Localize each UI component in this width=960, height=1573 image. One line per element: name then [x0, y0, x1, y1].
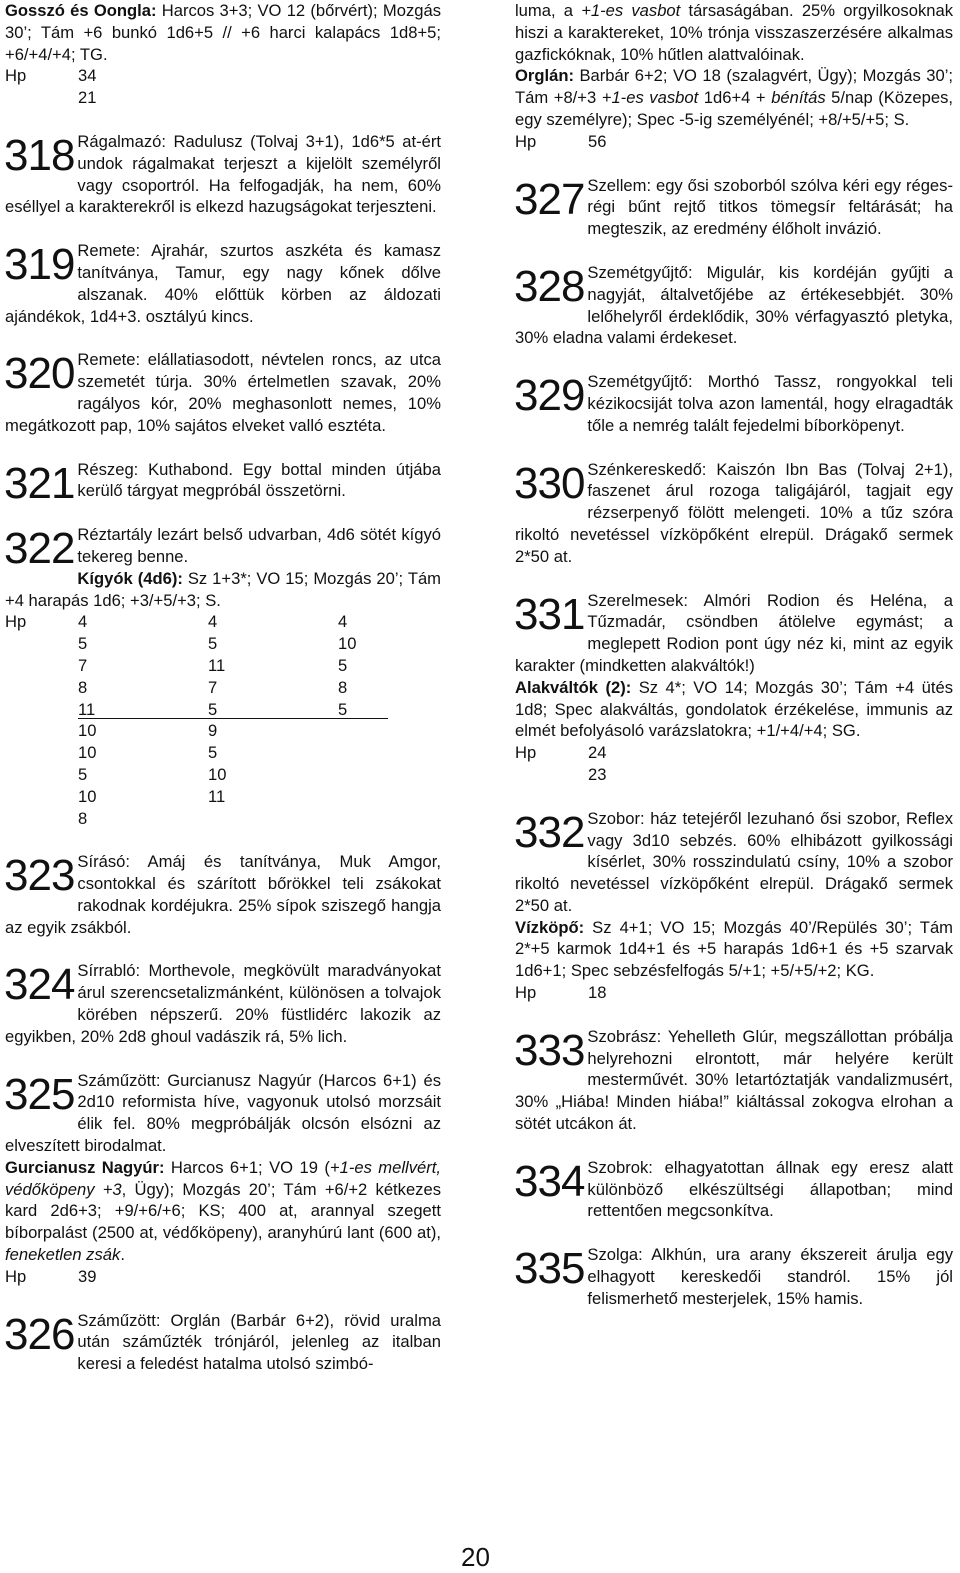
hp-label [5, 633, 78, 655]
hp-line [515, 742, 953, 764]
stat-item: +1-es vasbot [601, 88, 699, 108]
entry-text: Réztartály lezárt belső udvarban, 4d6 sötét kígyó tekereg benne. [77, 525, 441, 566]
entry-text: Sírrabló: Morthevole, megkövült maradványokat árul szerencsetalizmánként, különösen a tolvajok körében népszerű. 20% füstlidérc lakozik az egyikben, 20% 2d8 ghoul vadászik rá, 5% lich. [5, 961, 441, 1046]
hp-label [5, 677, 78, 699]
hp-value: 8 [78, 677, 88, 697]
entry-text: Szobrász: Yehelleth Glúr, megszállottan próbálja helyrehozni elrontott, már helyére került mesterművét. 30% letartóztatják vandalizmusért, 30% „Hiába! Minden hiába!” kiáltással zokogva elrohan a sötét utcákon át. [515, 1026, 953, 1134]
hp-value: 8 [338, 677, 348, 697]
hp-value: 34 [78, 66, 97, 86]
stat-item: +1-es vasbot [581, 1, 681, 20]
hp-value [338, 808, 398, 830]
hp-value: 11 [208, 655, 226, 675]
entry-number: 327 [514, 174, 585, 224]
entry-text: Szellem: egy ősi szoborból szólva kéri egy réges-régi bűnt rejtő titkos tömegsír feltárását; ha megteszik, az eredmény élőholt invázió. [587, 175, 953, 239]
hp-label [5, 699, 78, 721]
hp-line [515, 131, 953, 153]
entry-335 [515, 1244, 953, 1309]
hp-value: 11 [208, 786, 226, 806]
entry-text: Száműzött: Gurcianusz Nagyúr (Harcos 6+1) és 2d10 reformista híve, vagyonuk utolsó morzsáit élik fel. 80% megpróbálják olcsón elsózni az elveszített birodalmat. [5, 1070, 441, 1156]
hp-value: 23 [588, 764, 607, 784]
hp-label: Hp [5, 1266, 27, 1286]
entry-number: 328 [514, 261, 585, 311]
entry-number: 332 [514, 807, 585, 857]
entry-number: 331 [514, 589, 585, 639]
hp-value: 5 [78, 764, 88, 784]
entry-number: 322 [4, 524, 75, 574]
entry-331 [515, 590, 953, 786]
stat-block [515, 917, 953, 982]
hp-table-row [5, 720, 441, 742]
entry-text: Száműzött: Orglán (Barbár 6+2), rövid uralma után száműzték trónjáról, jelenleg az italban keresi a feledést hatalma utolsó szimbó- [77, 1310, 441, 1374]
stat-name: Gurcianusz Nagyúr: [5, 1157, 165, 1177]
hp-value: 24 [588, 743, 607, 763]
stat-text: Harcos 6+1; VO 19 ( [164, 1157, 330, 1177]
entry-text: Sírásó: Amáj és tanítványa, Muk Amgor, csontokkal és szárított bőrökkel teli zsákokat rakodnak kordéjukra. 25% sípok sziszegő hangja az egyik zsákból. [5, 852, 441, 937]
entry-number: 320 [4, 349, 75, 399]
stat-text: . [120, 1245, 125, 1265]
entry-text: Szobrok: elhagyatottan állnak egy eresz alatt különböző elkészültségi állapotban; mind rettentően megcsonkítva. [587, 1157, 953, 1221]
entry-number: 324 [4, 960, 75, 1010]
text-run: társaságában. 25% orgyilkosoknak hiszi a karaktereket, 10% trónja visszaszerzésére alkalmas gazfickóknak, 10% hűtlen alattvalóinak. [515, 1, 953, 64]
stat-block [5, 1157, 441, 1266]
hp-value: 4 [208, 612, 218, 632]
hp-value: 5 [208, 699, 218, 719]
stat-block [5, 568, 441, 612]
entry-333 [515, 1026, 953, 1135]
hp-value: 4 [338, 612, 348, 632]
hp-line [5, 1266, 441, 1288]
hp-value: 7 [208, 677, 218, 697]
entry-324 [5, 960, 441, 1047]
entry-328 [515, 262, 953, 349]
hp-table-underline [78, 718, 388, 719]
hp-table-row [5, 633, 441, 655]
hp-table-row [5, 808, 441, 830]
text-run: luma, a [515, 1, 582, 20]
entry-text: Szolga: Alkhún, ura arany ékszereit árulja egy elhagyott kereskedői standról. 15% jól felismerhető mesterjelek, 15% hamis. [587, 1245, 953, 1308]
entry-text: Remete: elállatiasodott, névtelen roncs, az utca szemetét túrja. 30% értelmetlen szavak, 20% ragályos kór, 20% meghasonlott nemes, 10% megátkozott pap, 10% sajátos elveket valló esztéta. [5, 350, 441, 435]
hp-value: 5 [78, 634, 88, 654]
entry-319 [5, 240, 441, 327]
hp-label: Hp [515, 983, 537, 1003]
entry-number: 323 [4, 851, 75, 901]
entry-number: 333 [514, 1025, 585, 1075]
hp-value [338, 742, 398, 764]
entry-number: 318 [4, 130, 75, 180]
hp-line [515, 764, 953, 786]
entry-text: Részeg: Kuthabond. Egy bottal minden útjába kerülő tárgyat megpróbál összetörni. [77, 459, 441, 501]
entry-329 [515, 371, 953, 436]
stat-text: Sz 4*; VO 14; Mozgás 30’; Tám +4 ütés 1d8; Spec alakváltás, gondolatok érzékelése, immunis az elmét befolyásoló varázslatokra; +1/+4/+4; SG. [515, 677, 953, 741]
hp-label [5, 786, 78, 808]
stat-block [515, 65, 953, 130]
hp-value: 10 [338, 634, 357, 654]
entry-number: 329 [514, 371, 585, 421]
hp-value: 5 [208, 634, 218, 654]
hp-label [5, 655, 78, 677]
stat-text: Harcos 3+3; VO 12 (bőrvért); Mozgás 30’; Tám +6 bunkó 1d6+5 // +6 harci kalapács 1d8+5; +6/+4/+4; TG. [5, 1, 441, 64]
entry-number: 330 [514, 458, 585, 508]
stat-text: 1d6+4 + [698, 88, 772, 108]
entry-number: 334 [514, 1156, 585, 1206]
entry-text: Szénkereskedő: Kaiszón Ibn Bas (Tolvaj 2+1), faszenet árul rozoga taligájáról, tagjait egy rézserpenyő fölött melengeti. 10% a tűz szóra rikoltó nevetéssel vízköpőként elrepül. Drágakő sermek 2*50 at. [515, 459, 953, 566]
hp-value [338, 720, 398, 742]
page-number: 20 [461, 1542, 490, 1572]
hp-label: Hp [5, 612, 27, 632]
entry-322 [5, 524, 441, 829]
hp-label: Hp [515, 131, 537, 151]
stat-item: +1-es mellvért, védőköpeny +3 [5, 1157, 441, 1199]
hp-value: 56 [588, 131, 607, 151]
hp-table-row [5, 699, 441, 721]
entry-number: 325 [4, 1069, 75, 1119]
right-column [515, 0, 953, 1310]
hp-table-row [5, 786, 441, 808]
entry-text: Szemétgyűjtő: Morthó Tassz, rongyokkal teli kézikocsiját tolva azon lamentál, hogy elragadták tőle a nemrég talált fejedelmi bíborköpenyt. [587, 372, 953, 435]
hp-table-row [5, 677, 441, 699]
stat-name: Kígyók (4d6): [77, 568, 183, 588]
hp-label: Hp [5, 66, 27, 86]
entry-325 [5, 1070, 441, 1288]
stat-text: 5/nap (Közepes, egy személyre); Spec -5-ig személyénél; +8/+5/+5; S. [515, 88, 953, 129]
stat-item: feneketlen zsák [5, 1245, 121, 1265]
stat-name: Alakváltók (2): [515, 677, 632, 697]
entry-326 [5, 1310, 441, 1375]
hp-value: 18 [588, 983, 607, 1003]
stat-name: Gosszó és Oongla: [5, 1, 157, 20]
hp-value: 5 [338, 699, 348, 719]
hp-value: 10 [78, 721, 97, 741]
entry-text: Remete: Ajrahár, szurtos aszkéta és kamasz tanítványa, Tamur, egy nagy kőnek dőlve alszanak. 40% előttük körben az áldozati ajándékok, 1d4+3. osztályú kincs. [5, 241, 441, 326]
hp-label [5, 720, 78, 742]
hp-table [5, 611, 441, 829]
hp-value: 8 [78, 808, 88, 828]
entry-text: Szobor: ház tetejéről lezuhanó ősi szobor, Reflex vagy 3d10 sebzés. 60% elhibázott gyilkossági kísérlet, 30% rosszindulatú csíny, 10% a szobor rikoltó nevetéssel vízköpőként elrepül. Drágakő sermek 2*50 at. [515, 808, 953, 915]
entry-number: 321 [4, 458, 75, 508]
stat-block [515, 677, 953, 742]
hp-value: 10 [208, 764, 227, 784]
hp-table-row [5, 655, 441, 677]
hp-value: 5 [338, 655, 348, 675]
entry-330 [515, 459, 953, 568]
hp-label: Hp [515, 743, 537, 763]
stat-text: Sz 4+1; VO 15; Mozgás 40’/Repülés 30’; Tám 2*+5 karmok 1d4+1 és +5 harapás 1d6+1 és +5 szarvak 1d6+1; Spec sebzésfelfogás 5/+1; +5/+5/+2; KG. [515, 917, 953, 981]
hp-line [5, 87, 441, 109]
entry-text: Szemétgyűjtő: Migulár, kis kordéján gyűjti a nagyját, általvetőjébe az értékesebbjét. 30% lelőhelyről érdeklődik, 30% vérfagyasztó pletyka, 30% eladna valami érdekeset. [515, 262, 953, 348]
entry-number: 326 [4, 1309, 75, 1359]
hp-value: 5 [208, 743, 218, 763]
stat-item: bénítás [771, 88, 826, 108]
hp-line [5, 65, 441, 87]
entry-text: Rágalmazó: Radulusz (Tolvaj 3+1), 1d6*5 at-ért undok rágalmakat terjeszt a kijelölt személyről vagy csoportról. Ha felfogadják, ha nem, 60% eséllyel a karakterekről is elkezd hazugságokat terjeszteni. [5, 131, 441, 217]
entry-334 [515, 1157, 953, 1222]
hp-value: 39 [78, 1266, 97, 1286]
entry-number: 319 [4, 240, 75, 290]
hp-table-row [5, 611, 441, 633]
entry-327 [515, 175, 953, 240]
hp-line [515, 982, 953, 1004]
entry-332 [515, 808, 953, 1004]
entry-318 [5, 131, 441, 218]
hp-value: 10 [78, 786, 97, 806]
hp-value [208, 808, 338, 830]
hp-table-row [5, 742, 441, 764]
hp-label [5, 764, 78, 786]
hp-label [5, 808, 78, 830]
entry-323 [5, 851, 441, 938]
entry-text: Szerelmesek: Almóri Rodion és Heléna, a Tűzmadár, csöndben átölelve egymást; a meglepett Rodion pont úgy néz ki, mint az egyik karakter (mindketten alakváltók!) [515, 590, 953, 675]
hp-table-row [5, 764, 441, 786]
left-column [5, 0, 441, 1375]
stat-name: Vízköpő: [515, 917, 585, 937]
hp-value: 7 [78, 655, 88, 675]
intro-stat-block [5, 0, 441, 65]
stat-text: Barbár 6+2; VO 18 (szalagvért, Ügy); Mozgás 30’; Tám +8/+3 [515, 66, 953, 108]
stat-text: , Ügy); Mozgás 20’; Tám +6/+2 kétkezes kard 2d6+3; +9/+6/+6; KS; 400 at, arannyal szegett bíborpalást (2500 at, védőköpeny), aranyhúrú lant (600 at), [5, 1179, 441, 1243]
hp-value [338, 764, 398, 786]
entry-321 [4, 458, 441, 508]
hp-value [338, 786, 398, 808]
entry-number: 335 [514, 1244, 585, 1294]
entry-320 [5, 349, 441, 436]
continued-text [515, 0, 953, 65]
hp-value: 10 [78, 743, 97, 763]
hp-label [5, 742, 78, 764]
hp-value: 9 [208, 721, 218, 741]
stat-name: Orglán: [515, 66, 575, 86]
stat-text: Sz 1+3*; VO 15; Mozgás 20’; Tám +4 harapás 1d6; +3/+5/+3; S. [5, 568, 442, 610]
hp-value: 11 [78, 699, 96, 719]
hp-value: 4 [78, 612, 88, 632]
hp-value: 21 [78, 88, 97, 108]
